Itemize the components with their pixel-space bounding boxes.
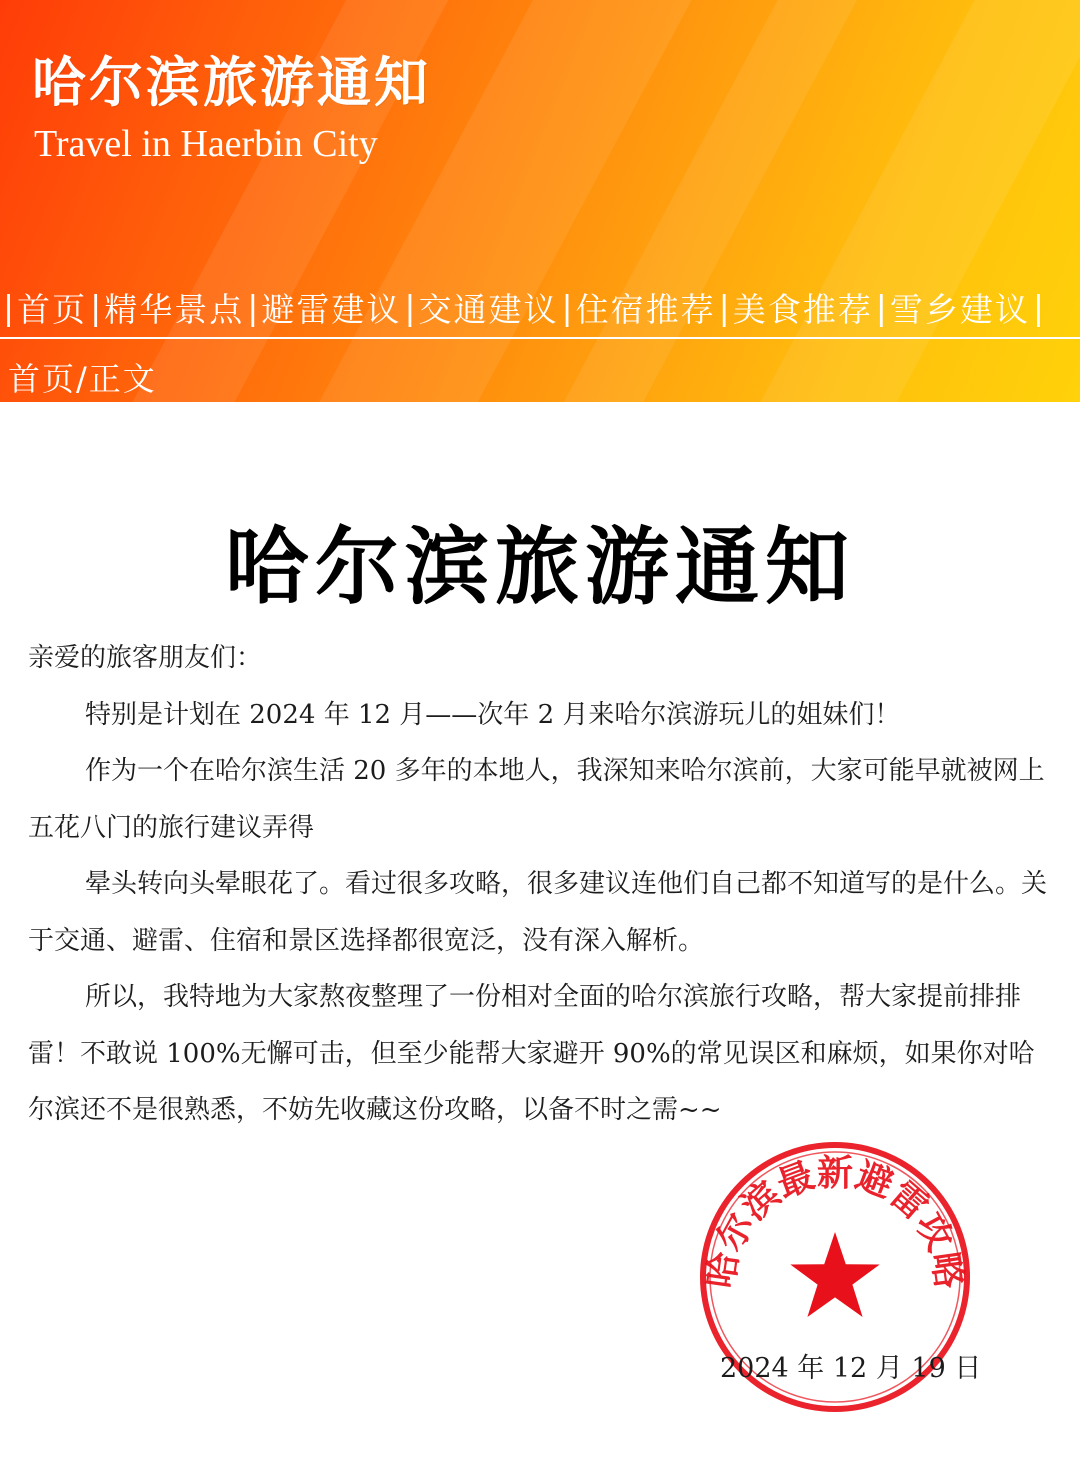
breadcrumb [8, 354, 157, 400]
nav-item-transport[interactable]: 交通建议 [418, 289, 559, 329]
nav-separator: | [404, 287, 416, 327]
article-title: 哈尔滨旅游通知 [224, 518, 855, 616]
nav-divider [0, 337, 1080, 339]
article-paragraph: 作为一个在哈尔滨生活 20 多年的本地人，我深知来哈尔滨前，大家可能早就被网上五花八门的旅行建议弄得 [28, 756, 1045, 843]
seal-text: 哈尔滨最新避雷攻略 [700, 1153, 970, 1291]
breadcrumb-current: 正文 [88, 360, 157, 398]
site-title: 哈尔滨旅游通知 [32, 51, 431, 114]
nav-separator: | [3, 287, 15, 327]
nav-item-pitfalls[interactable]: 避雷建议 [261, 289, 402, 329]
nav-separator: | [90, 287, 102, 327]
breadcrumb-home[interactable]: 首页 [8, 360, 77, 398]
nav-item-food[interactable]: 美食推荐 [732, 289, 873, 329]
nav-separator: | [561, 287, 573, 327]
nav-separator: | [247, 287, 259, 327]
nav-item-attractions[interactable]: 精华景点 [104, 289, 245, 329]
article-paragraph: 晕头转向头晕眼花了。看过很多攻略，很多建议连他们自己都不知道写的是什么。关于交通、避雷、住宿和景区选择都很宽泛，没有深入解析。 [28, 869, 1048, 956]
main-nav [0, 284, 1080, 330]
article-paragraph: 所以，我特地为大家熬夜整理了一份相对全面的哈尔滨旅行攻略，帮大家提前排排雷！不敢说 100%无懈可击，但至少能帮大家避开 90%的常见误区和麻烦，如果你对哈尔滨还不是很熟悉，不妨先收藏这份攻略，以备不时之需~~ [28, 982, 1035, 1125]
nav-item-snow-town[interactable]: 雪乡建议 [889, 289, 1030, 329]
greeting: 亲爱的旅客朋友们： [28, 643, 263, 673]
article-body [28, 630, 1058, 1139]
nav-separator: | [718, 287, 730, 327]
nav-item-home[interactable]: 首页 [17, 289, 88, 329]
star-icon [790, 1232, 879, 1317]
site-subtitle: Travel in Haerbin City [34, 123, 378, 165]
nav-separator: | [875, 287, 887, 327]
article-paragraph: 特别是计划在 2024 年 12 月——次年 2 月来哈尔滨游玩儿的姐妹们！ [85, 699, 901, 730]
nav-item-lodging[interactable]: 住宿推荐 [575, 289, 716, 329]
nav-separator: | [1032, 287, 1044, 327]
header-banner [0, 0, 1080, 402]
signature-date: 2024 年 12 月 19 日 [720, 1353, 982, 1384]
breadcrumb-separator: / [76, 360, 89, 398]
